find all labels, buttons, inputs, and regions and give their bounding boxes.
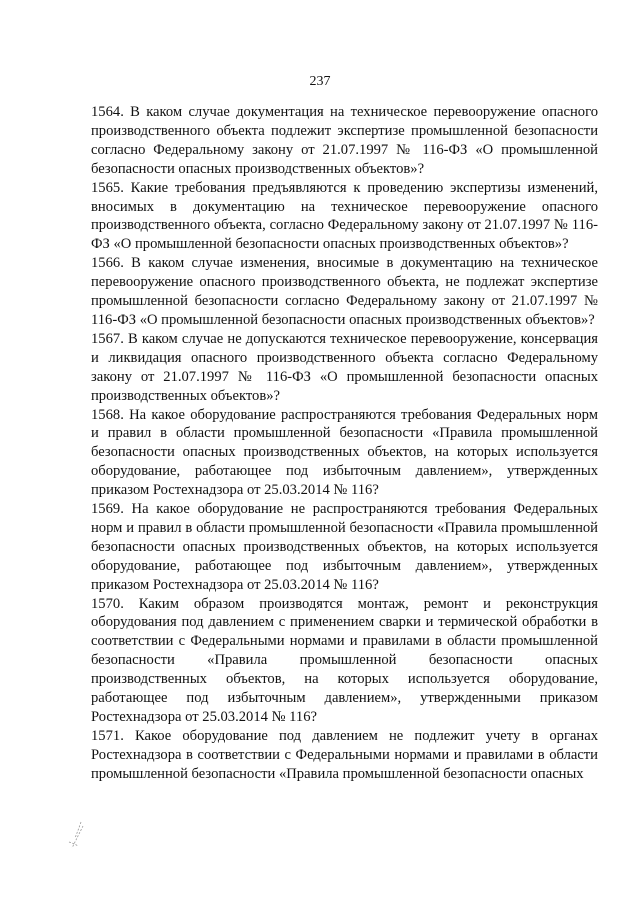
question-1571: 1571. Какое оборудование под давлением не подлежит учету в органах Ростехнадзора в соответствии с Федеральными нормами и правилами в области промышленной безопасности «Правила промышленной безопасности опасных <box>91 727 598 782</box>
question-1564: 1564. В каком случае документация на техническое перевооружение опасного производственного объекта подлежит экспертизе промышленной безопасности согласно Федеральному закону от 21.07.1997 № 116-ФЗ «О промышленной безопасности опасных производственных объектов»? <box>91 104 598 177</box>
handwritten-mark <box>63 820 89 852</box>
question-1570: 1570. Каким образом производятся монтаж, ремонт и реконструкция оборудования под давлением с применением сварки и термической обработки в соответствии с Федеральными нормами и правилами в области промышленной безопасности «Правила промышленной безопасности опасных производственных объектов, на которых используется оборудование, работающее под избыточным давлением», утвержденными приказом Ростехнадзора от 25.03.2014 № 116? <box>91 595 598 725</box>
question-1568: 1568. На какое оборудование распространяются требования Федеральных норм и правил в области промышленной безопасности «Правила промышленной безопасности опасных производственных объектов, на которых используется оборудование, работающее под избыточным давлением», утвержденных приказом Ростехнадзора от 25.03.2014 № 116? <box>91 406 598 499</box>
questions-list <box>91 103 598 784</box>
page-number: 237 <box>309 74 331 89</box>
question-1565: 1565. Какие требования предъявляются к проведению экспертизы изменений, вносимых в документацию на техническое перевооружение опасного производственного объекта, согласно Федеральному закону от 21.07.1997 № 116-ФЗ «О промышленной безопасности опасных производственных объектов»? <box>91 179 598 253</box>
question-1567: 1567. В каком случае не допускаются техническое перевооружение, консервация и ликвидация опасного производственного объекта согласно Федеральному закону от 21.07.1997 № 116-ФЗ «О промышленной безопасности опасных производственных объектов»? <box>91 330 598 404</box>
question-1569: 1569. На какое оборудование не распространяются требования Федеральных норм и правил в области промышленной безопасности «Правила промышленной безопасности опасных производственных объектов, на которых используется оборудование, работающее под избыточным давлением», утвержденных приказом Ростехнадзора от 25.03.2014 № 116? <box>91 501 598 593</box>
question-1566: 1566. В каком случае изменения, вносимые в документацию на техническое перевооружение опасного производственного объекта, не подлежат экспертизе промышленной безопасности согласно Федеральному закону от 21.07.1997 № 116-ФЗ «О промышленной безопасности опасных производственных объектов»? <box>91 255 598 328</box>
